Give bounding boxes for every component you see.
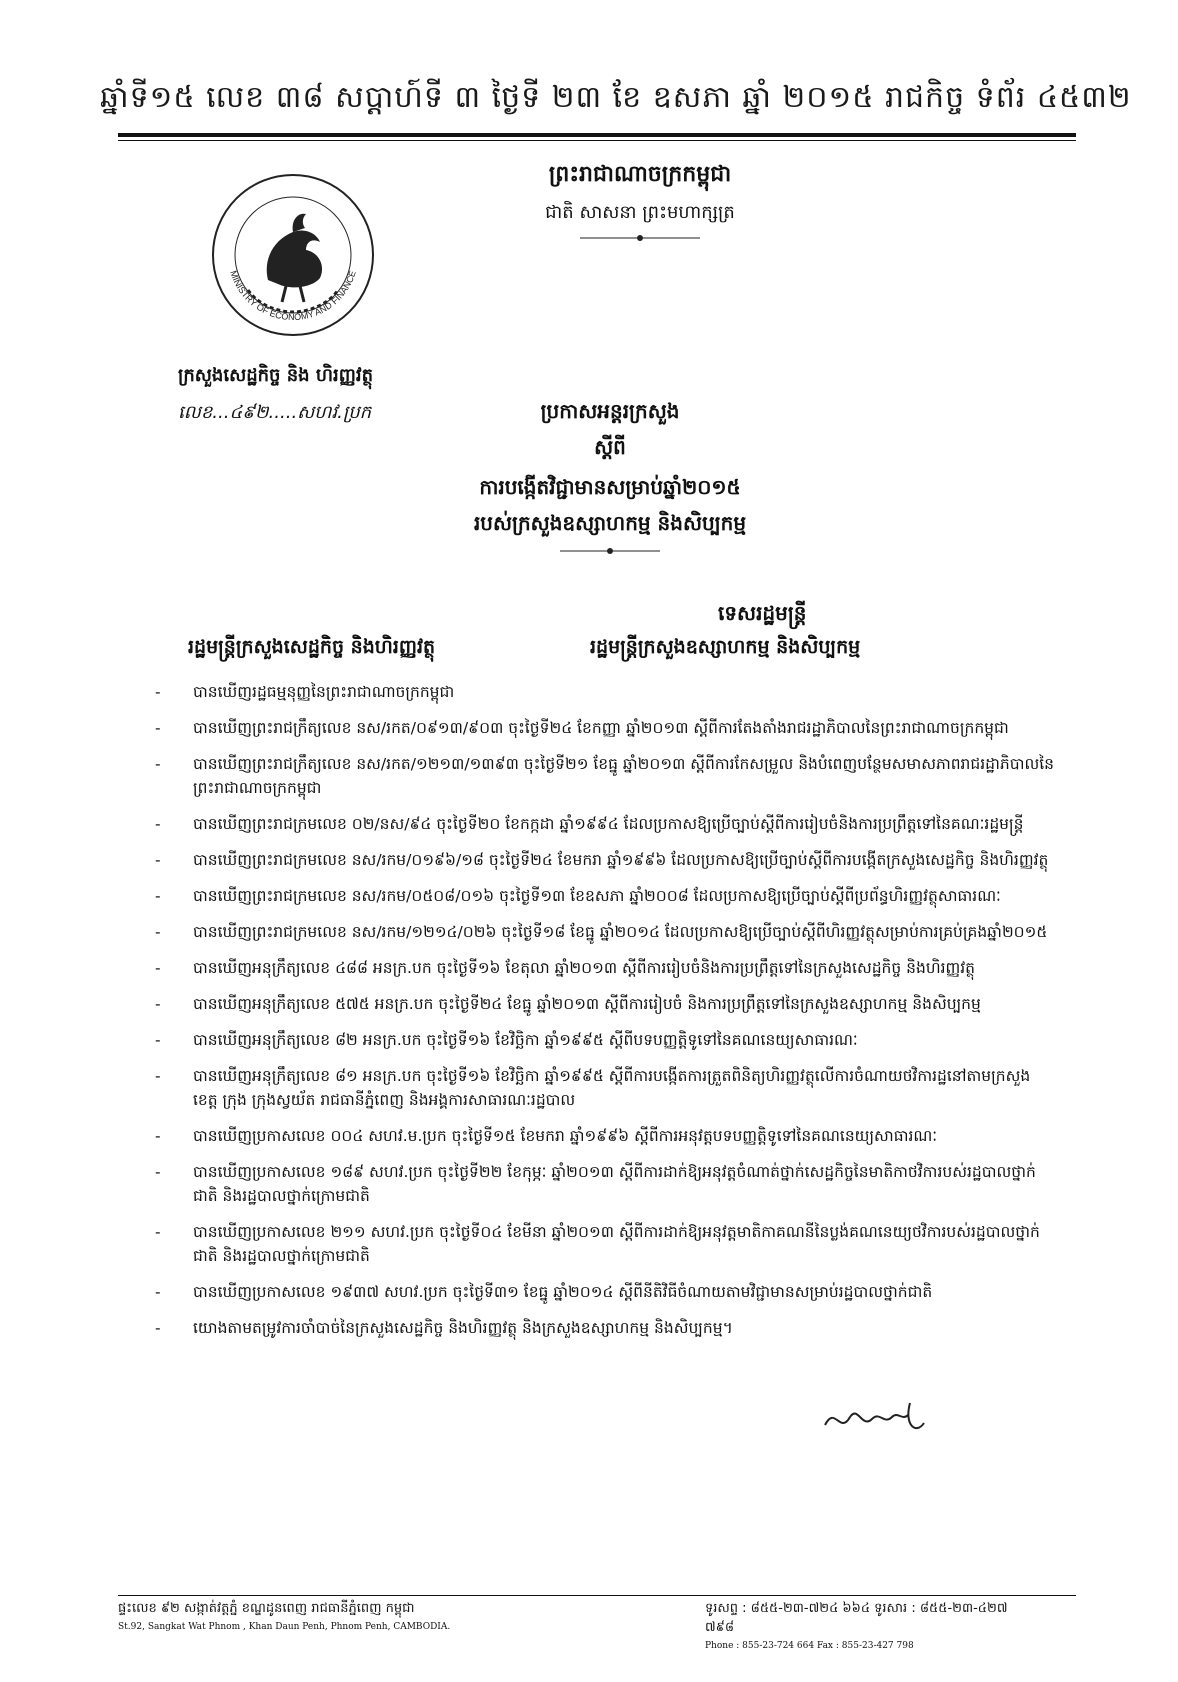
rooster-seal-icon — [208, 170, 378, 340]
list-dash: - — [155, 959, 161, 977]
list-dash: - — [155, 719, 161, 737]
ornament-divider — [580, 233, 700, 243]
header-rule — [118, 133, 1076, 137]
consideration-text: បានឃើញប្រកាសលេខ ២១១ សហវ.ប្រក ចុះថ្ងៃទី០៤ ខែមីនា ឆ្នាំ២០១៣ ស្តីពីការដាក់ឱ្យអនុវត្តមាតិកាគណនីនៃប្លង់គណនេយ្យថវិការបស់រដ្ឋបាលថ្នាក់ជាតិ និងរដ្ឋបាលថ្នាក់ក្រោមជាតិ — [193, 1223, 1040, 1265]
consideration-text: យោងតាមតម្រូវការចាំបាច់នៃក្រសួងសេដ្ឋកិច្ច និងហិរញ្ញវត្ថុ និងក្រសួងឧស្សាហកម្ម និងសិប្បកម្ម។ — [193, 1319, 733, 1337]
consideration-text: បានឃើញអនុក្រឹត្យលេខ ៨២ អនក្រ.បក ចុះថ្ងៃទី១៦ ខែវិច្ឆិកា ឆ្នាំ១៩៩៥ ស្តីពីបទបញ្ញត្តិទូទៅនៃគណនេយ្យសាធារណៈ — [193, 1031, 858, 1049]
list-dash: - — [155, 1163, 161, 1181]
consideration-text: បានឃើញអនុក្រឹត្យលេខ ៤៨៨ អនក្រ.បក ចុះថ្ងៃទី១៦ ខែតុលា ឆ្នាំ២០១៣ ស្តីពីការរៀបចំនិងការប្រព្រឹត្តទៅនៃក្រសួងសេដ្ឋកិច្ច និងហិរញ្ញវត្ថុ — [193, 959, 976, 977]
list-dash: - — [155, 1031, 161, 1049]
title-line-1: ប្រកាសអន្តរក្រសួង — [540, 399, 680, 423]
list-dash: - — [155, 1319, 161, 1337]
consideration-text: បានឃើញអនុក្រឹត្យលេខ ៥៧៥ អនក្រ.បក ចុះថ្ងៃទី២៤ ខែធ្នូ ឆ្នាំ២០១៣ ស្តីពីការរៀបចំ និងការប្រព្រឹត្តទៅនៃក្រសួងឧស្សាហកម្ម និងសិប្បកម្ម — [193, 995, 981, 1013]
consideration-text: បានឃើញព្រះរាជក្រមលេខ ០២/នស/៩៤ ចុះថ្ងៃទី២០ ខែកក្កដា ឆ្នាំ១៩៩៤ ដែលប្រកាសឱ្យប្រើច្បាប់ស្តីពីការរៀបចំនិងការប្រព្រឹត្តទៅនៃគណៈរដ្ឋមន្ត្រី — [193, 815, 1024, 833]
footer-rule — [118, 1595, 1076, 1596]
kingdom-name: ព្រះរាជាណាចក្រកម្ពុជា — [548, 162, 732, 187]
gazette-header: ឆ្នាំទី១៥ លេខ ៣៨ សប្តាហ៍ទី ៣ ថ្ងៃទី ២៣ ខែ ឧសភា ឆ្នាំ ២០១៥ រាជកិច្ច ទំព័រ ៤៥៣២ — [100, 80, 1132, 115]
consideration-text: បានឃើញអនុក្រឹត្យលេខ ៨១ អនក្រ.បក ចុះថ្ងៃទី១៦ ខែវិច្ឆិកា ឆ្នាំ១៩៩៥ ស្តីពីការបង្កើតការត្រួតពិនិត្យហិរញ្ញវត្ថុលើការចំណាយថវិការដ្ឋនៅតាមក្រសួង ខេត្ត ក្រុង ក្រុងស្វយ័ត រាជធានីភ្នំពេញ និងអង្គការសាធារណៈរដ្ឋបាល — [193, 1067, 1031, 1109]
address-english: St.92, Sangkat Wat Phnom , Khan Daun Penh, Phnom Penh, CAMBODIA. — [118, 1622, 451, 1632]
consideration-item — [155, 992, 1055, 1016]
consideration-item — [155, 1280, 1055, 1304]
consideration-item — [155, 956, 1055, 980]
handwritten-signature — [820, 1395, 930, 1439]
consideration-text: បានឃើញប្រកាសលេខ ១៨៩ សហវ.ប្រក ចុះថ្ងៃទី២២ ខែកុម្ភៈ ឆ្នាំ២០១៣ ស្តីពីការដាក់ឱ្យអនុវត្តចំណាត់ថ្នាក់សេដ្ឋកិច្ចនៃមាតិកាថវិការបស់រដ្ឋបាលថ្នាក់ជាតិ និងរដ្ឋបាលថ្នាក់ក្រោមជាតិ — [193, 1163, 1036, 1205]
title-line-4: របស់ក្រសួងឧស្សាហកម្ម និងសិប្បកម្ម — [473, 511, 747, 535]
consideration-item — [155, 848, 1055, 872]
address-khmer: ផ្ទះលេខ ៩២ សង្កាត់វត្តភ្នំ ខណ្ឌដូនពេញ រាជធានីភ្នំពេញ កម្ពុជា — [118, 1601, 415, 1616]
phone-khmer: ទូរសព្ទ : ៨៥៥-២៣-៧២៤ ៦៦៤ ទូរសារ : ៨៥៥-២៣-៤២៧ ៧៩៨ — [705, 1601, 1008, 1635]
minister-industry-handicraft: រដ្ឋមន្ត្រីក្រសួងឧស្សាហកម្ម និងសិប្បកម្ម — [590, 636, 861, 658]
consideration-text: បានឃើញព្រះរាជក្រឹត្យលេខ នស/រកត/០៩១៣/៩០៣ ចុះថ្ងៃទី២៤ ខែកញ្ញា ឆ្នាំ២០១៣ ស្តីពីការតែងតាំងរាជរដ្ឋាភិបាលនៃព្រះរាជាណាចក្រកម្ពុជា — [193, 719, 1009, 737]
kingdom-motto: ជាតិ សាសនា ព្រះមហាក្សត្រ — [545, 202, 735, 223]
seal-text: MINISTRY OF ECONOMY AND FINANCE — [228, 269, 358, 323]
footer-address — [118, 1600, 538, 1632]
consideration-item — [155, 1160, 1055, 1208]
list-dash: - — [155, 683, 161, 701]
consideration-text: បានឃើញរដ្ឋធម្មនុញ្ញនៃព្រះរាជាណាចក្រកម្ពុជា — [193, 683, 455, 701]
document-title — [330, 398, 890, 556]
consideration-text: បានឃើញព្រះរាជក្រមលេខ នស/រកម/០៥០៨/០១៦ ចុះថ្ងៃទី១៣ ខែឧសភា ឆ្នាំ២០០៨ ដែលប្រកាសឱ្យប្រើច្បាប់ស្តីពីប្រព័ន្ធហិរញ្ញវត្ថុសាធារណៈ — [193, 887, 1001, 905]
consideration-text: បានឃើញប្រកាសលេខ ១៩៣៧ សហវ.ប្រក ចុះថ្ងៃទី៣១ ខែធ្នូ ឆ្នាំ២០១៤ ស្តីពីនីតិវិធីចំណាយតាមវិជ្ជាមានសម្រាប់រដ្ឋបាលថ្នាក់ជាតិ — [193, 1283, 933, 1301]
list-dash: - — [155, 815, 161, 833]
list-dash: - — [155, 1223, 161, 1241]
title-line-3: ការបង្កើតវិជ្ជាមានសម្រាប់ឆ្នាំ២០១៥ — [479, 475, 741, 499]
phone-english: Phone : 855-23-724 664 Fax : 855-23-427 798 — [705, 1641, 914, 1651]
consideration-item — [155, 752, 1055, 800]
considerations-list — [155, 680, 1055, 1352]
kingdom-header — [480, 160, 800, 243]
consideration-item — [155, 680, 1055, 704]
consideration-item — [155, 1316, 1055, 1340]
consideration-item — [155, 920, 1055, 944]
ministry-name: ក្រសួងសេដ្ឋកិច្ច និង ហិរញ្ញវត្ថុ — [178, 365, 373, 386]
consideration-text: បានឃើញព្រះរាជក្រមលេខ នស/រកម/១២១៤/០២៦ ចុះថ្ងៃទី១៨ ខែធ្នូ ឆ្នាំ២០១៤ ដែលប្រកាសឱ្យប្រើច្បាប់ស្តីពីហិរញ្ញវត្ថុសម្រាប់ការគ្រប់គ្រងឆ្នាំ២០១៥ — [193, 923, 1048, 941]
ornament-divider — [560, 546, 660, 556]
header-rule-thin — [118, 140, 1076, 141]
list-dash: - — [155, 1067, 161, 1085]
footer-contact — [705, 1600, 1035, 1651]
minister-economy-finance: រដ្ឋមន្ត្រីក្រសួងសេដ្ឋកិច្ច និងហិរញ្ញវត្ថុ — [188, 636, 436, 658]
list-dash: - — [155, 995, 161, 1013]
reference-number: លេខ...៤៩២.....សហវ.ប្រក — [178, 402, 372, 423]
list-dash: - — [155, 1127, 161, 1145]
list-dash: - — [155, 851, 161, 869]
consideration-item — [155, 812, 1055, 836]
joint-signatory-label: ទេសរដ្ឋមន្ត្រី — [718, 601, 807, 625]
consideration-item — [155, 1220, 1055, 1268]
consideration-item — [155, 716, 1055, 740]
title-line-2: ស្តីពី — [594, 435, 626, 459]
consideration-text: បានឃើញព្រះរាជក្រឹត្យលេខ នស/រកត/១២១៣/១៣៩៣ ចុះថ្ងៃទី២១ ខែធ្នូ ឆ្នាំ២០១៣ ស្តីពីការកែសម្រួល និងបំពេញបន្ថែមសមាសភាពរាជរដ្ឋាភិបាលនៃព្រះរាជាណាចក្រកម្ពុជា — [193, 755, 1055, 797]
list-dash: - — [155, 923, 161, 941]
list-dash: - — [155, 755, 161, 773]
list-dash: - — [155, 887, 161, 905]
consideration-item — [155, 1064, 1055, 1112]
list-dash: - — [155, 1283, 161, 1301]
consideration-text: បានឃើញព្រះរាជក្រមលេខ នស/រកម/០១៩៦/១៨ ចុះថ្ងៃទី២៤ ខែមករា ឆ្នាំ១៩៩៦ ដែលប្រកាសឱ្យប្រើច្បាប់ស្តីពីការបង្កើតក្រសួងសេដ្ឋកិច្ច និងហិរញ្ញវត្ថុ — [193, 851, 1049, 869]
ministry-seal — [208, 170, 378, 340]
consideration-text: បានឃើញប្រកាសលេខ ០០៤ សហវ.ម.ប្រក ចុះថ្ងៃទី១៥ ខែមករា ឆ្នាំ១៩៩៦ ស្តីពីការអនុវត្តបទបញ្ញត្តិទូទៅនៃគណនេយ្យសាធារណៈ — [193, 1127, 938, 1145]
consideration-item — [155, 884, 1055, 908]
consideration-item — [155, 1028, 1055, 1052]
consideration-item — [155, 1124, 1055, 1148]
